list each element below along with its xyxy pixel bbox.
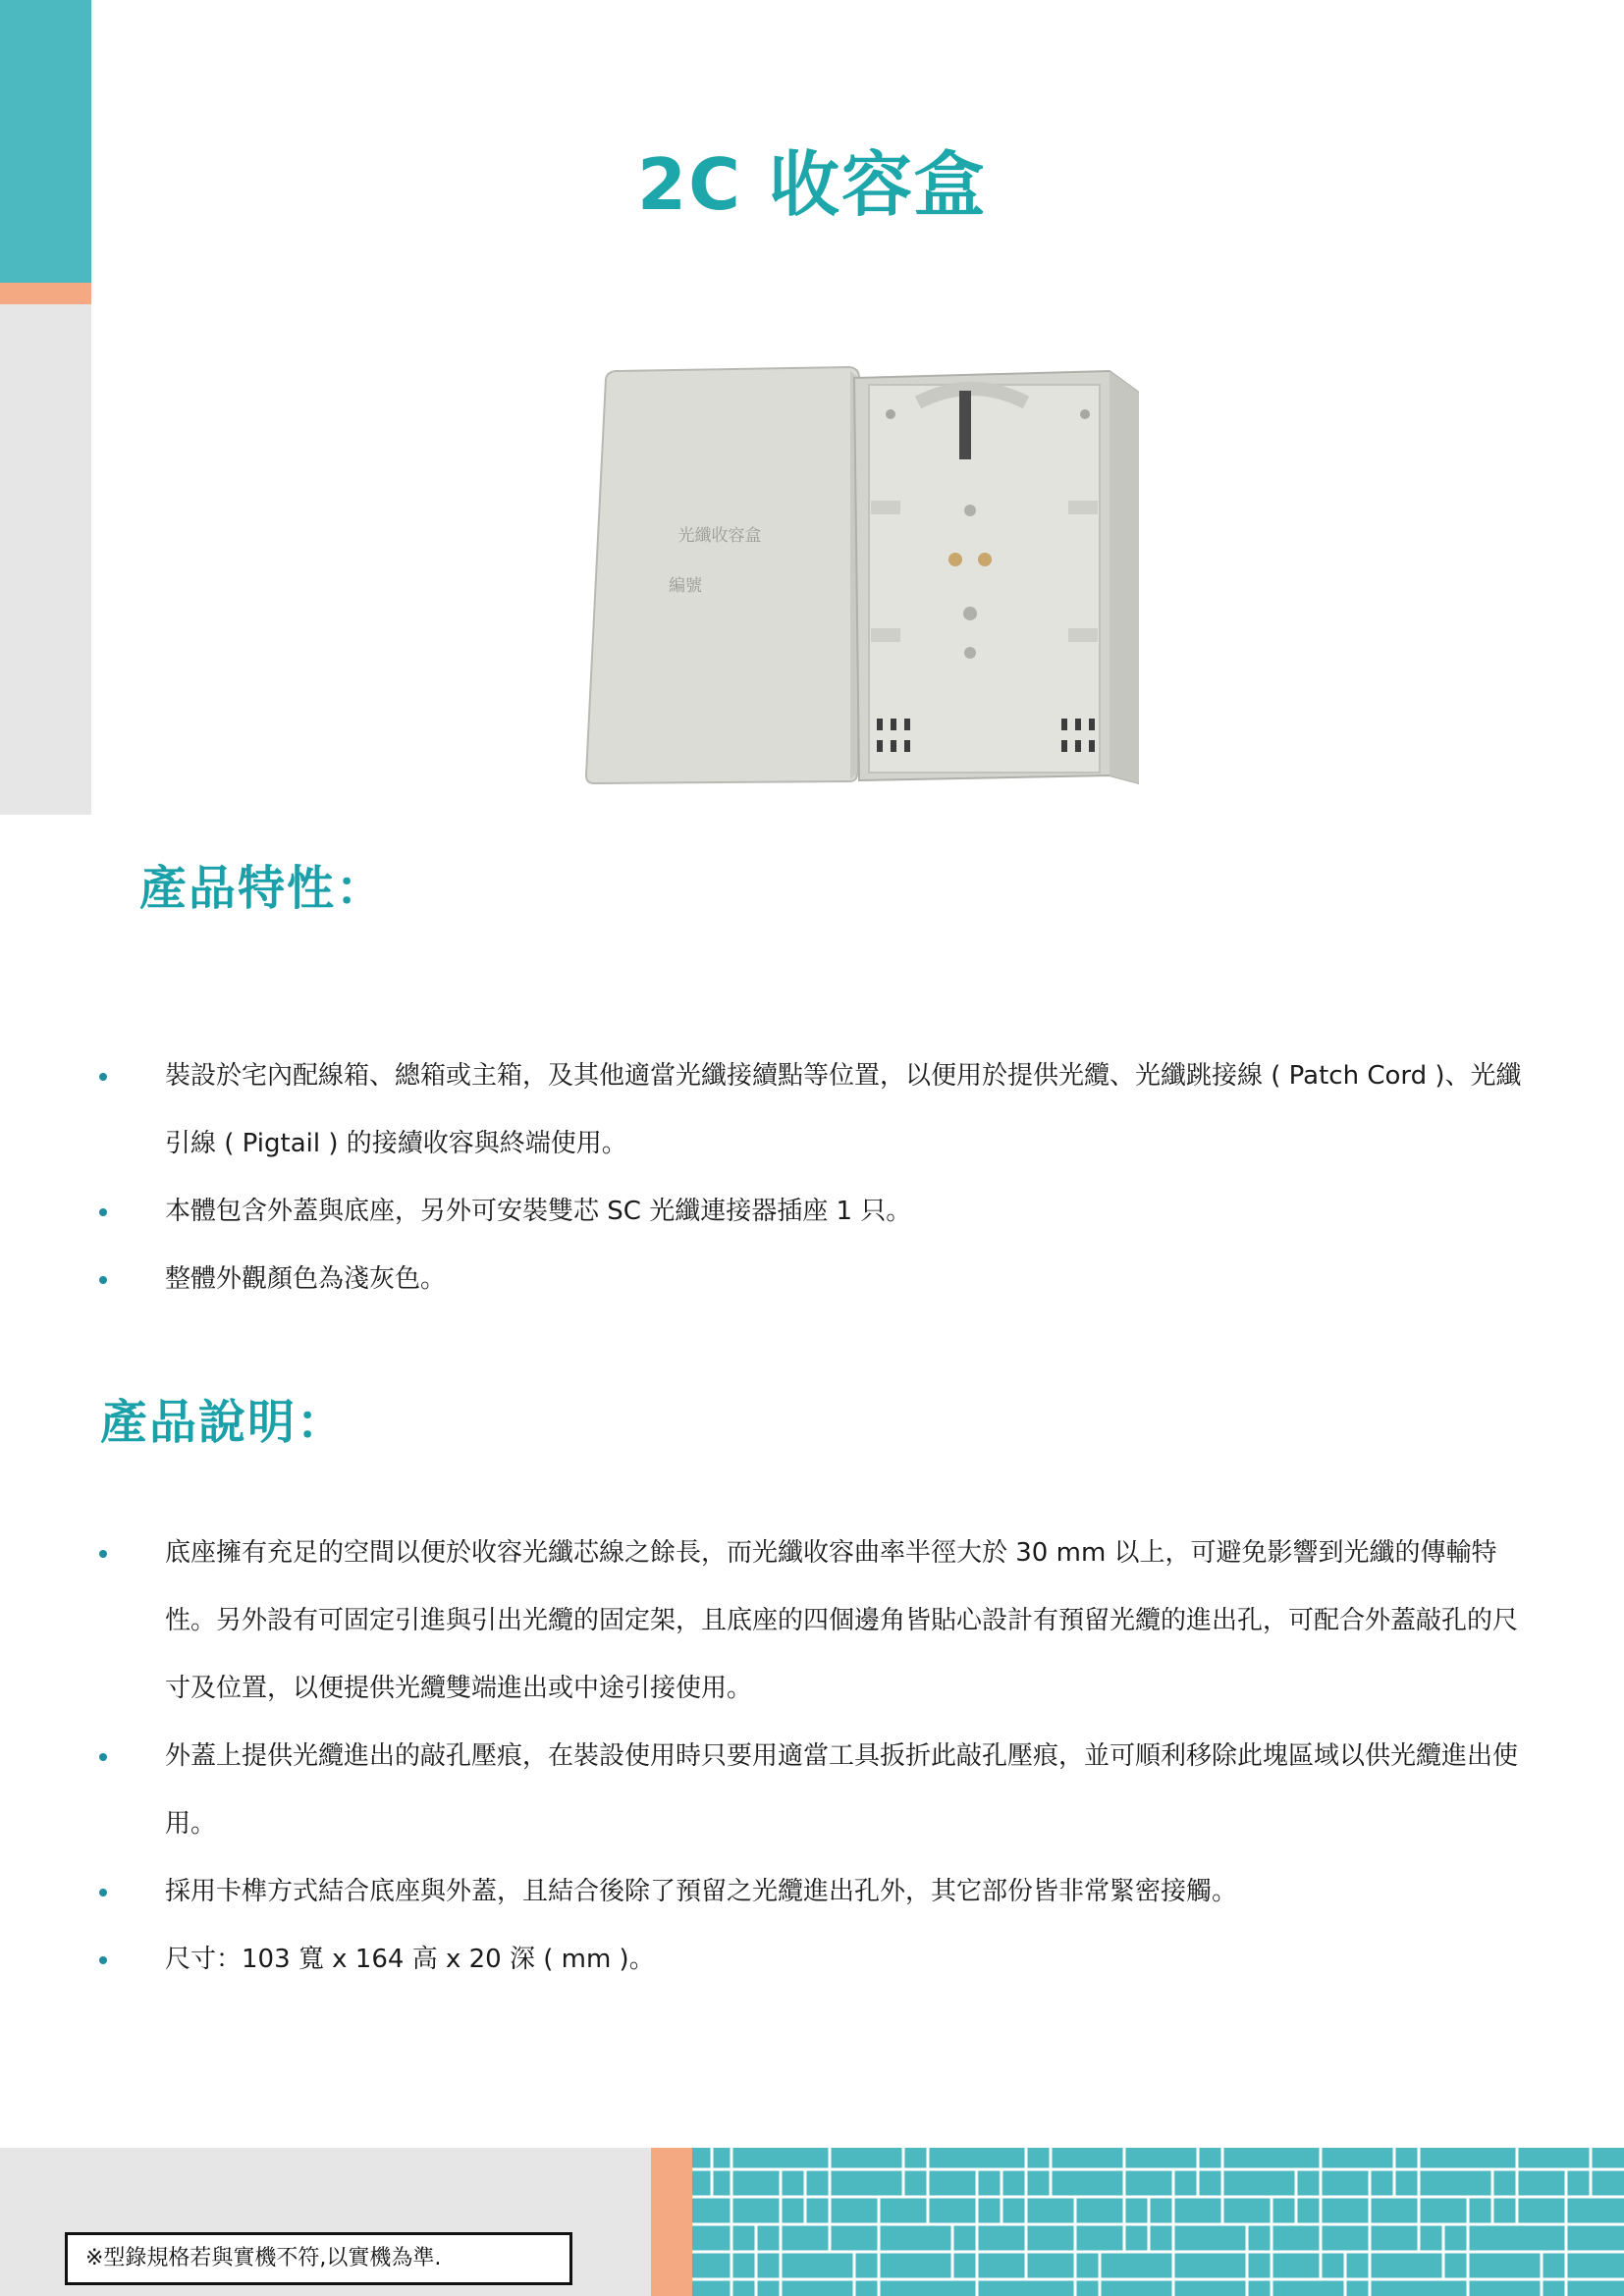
list-item [0, 1246, 1624, 1313]
description-heading: 產品說明： [100, 1395, 347, 1450]
footer-grid-pattern [692, 2148, 1624, 2296]
features-heading: 產品特性： [139, 861, 386, 916]
features-list [0, 1042, 1624, 1313]
bullet-icon [99, 1550, 107, 1558]
bullet-icon [99, 1208, 107, 1216]
list-item [0, 1723, 1624, 1858]
description-text: 尺寸：103 寬 x 164 高 x 20 深 ( mm )。 [165, 1945, 655, 1974]
list-item [0, 1926, 1624, 1994]
list-item [0, 1858, 1624, 1926]
left-accent-gray [0, 304, 91, 815]
list-item [0, 1520, 1624, 1723]
description-text: 外蓋上提供光纜進出的敲孔壓痕，在裝設使用時只要用適當工具扳折此敲孔壓痕，並可順利移除此塊區域以供光纜進出使用。 [165, 1741, 1519, 1839]
description-list [0, 1520, 1624, 1994]
bullet-icon [99, 1276, 107, 1284]
lid-label-text: 光纖收容盒 [677, 526, 762, 546]
lid-code-text: 編號 [669, 576, 702, 596]
bullet-icon [99, 1753, 107, 1761]
footer-peach-band [651, 2148, 692, 2296]
left-accent-peach [0, 283, 91, 304]
list-item [0, 1178, 1624, 1246]
feature-text: 裝設於宅內配線箱、總箱或主箱，及其他適當光纖接續點等位置，以便用於提供光纜、光纖跳接線 ( Patch Cord )、光纖引線 ( Pigtail ) 的接續收容與終端使用。 [165, 1061, 1522, 1158]
bullet-icon [99, 1889, 107, 1896]
feature-text: 整體外觀顏色為淺灰色。 [165, 1264, 447, 1294]
feature-text: 本體包含外蓋與底座，另外可安裝雙芯 SC 光纖連接器插座 1 只。 [165, 1197, 912, 1226]
footer-disclaimer: ※型錄規格若與實機不符,以實機為準. [65, 2232, 572, 2285]
bullet-icon [99, 1956, 107, 1964]
list-item [0, 1042, 1624, 1178]
product-photo [574, 363, 1139, 785]
bullet-icon [99, 1073, 107, 1081]
grid-pattern-graphic [692, 2148, 1624, 2296]
page-title: 2C 收容盒 [636, 143, 987, 226]
description-text: 採用卡榫方式結合底座與外蓋，且結合後除了預留之光纜進出孔外，其它部份皆非常緊密接觸。 [165, 1877, 1238, 1906]
lid [586, 367, 859, 783]
description-text: 底座擁有充足的空間以便於收容光纖芯線之餘長，而光纖收容曲率半徑大於 30 mm 以上，可避免影響到光纖的傳輸特性。另外設有可固定引進與引出光纜的固定架，且底座的四個邊角皆貼心設計有預留光纜的進出孔，可配合外蓋敲孔的尺寸及位置，以便提供光纜雙端進出或中途引接使用。 [165, 1538, 1519, 1703]
base-tray [854, 371, 1139, 783]
